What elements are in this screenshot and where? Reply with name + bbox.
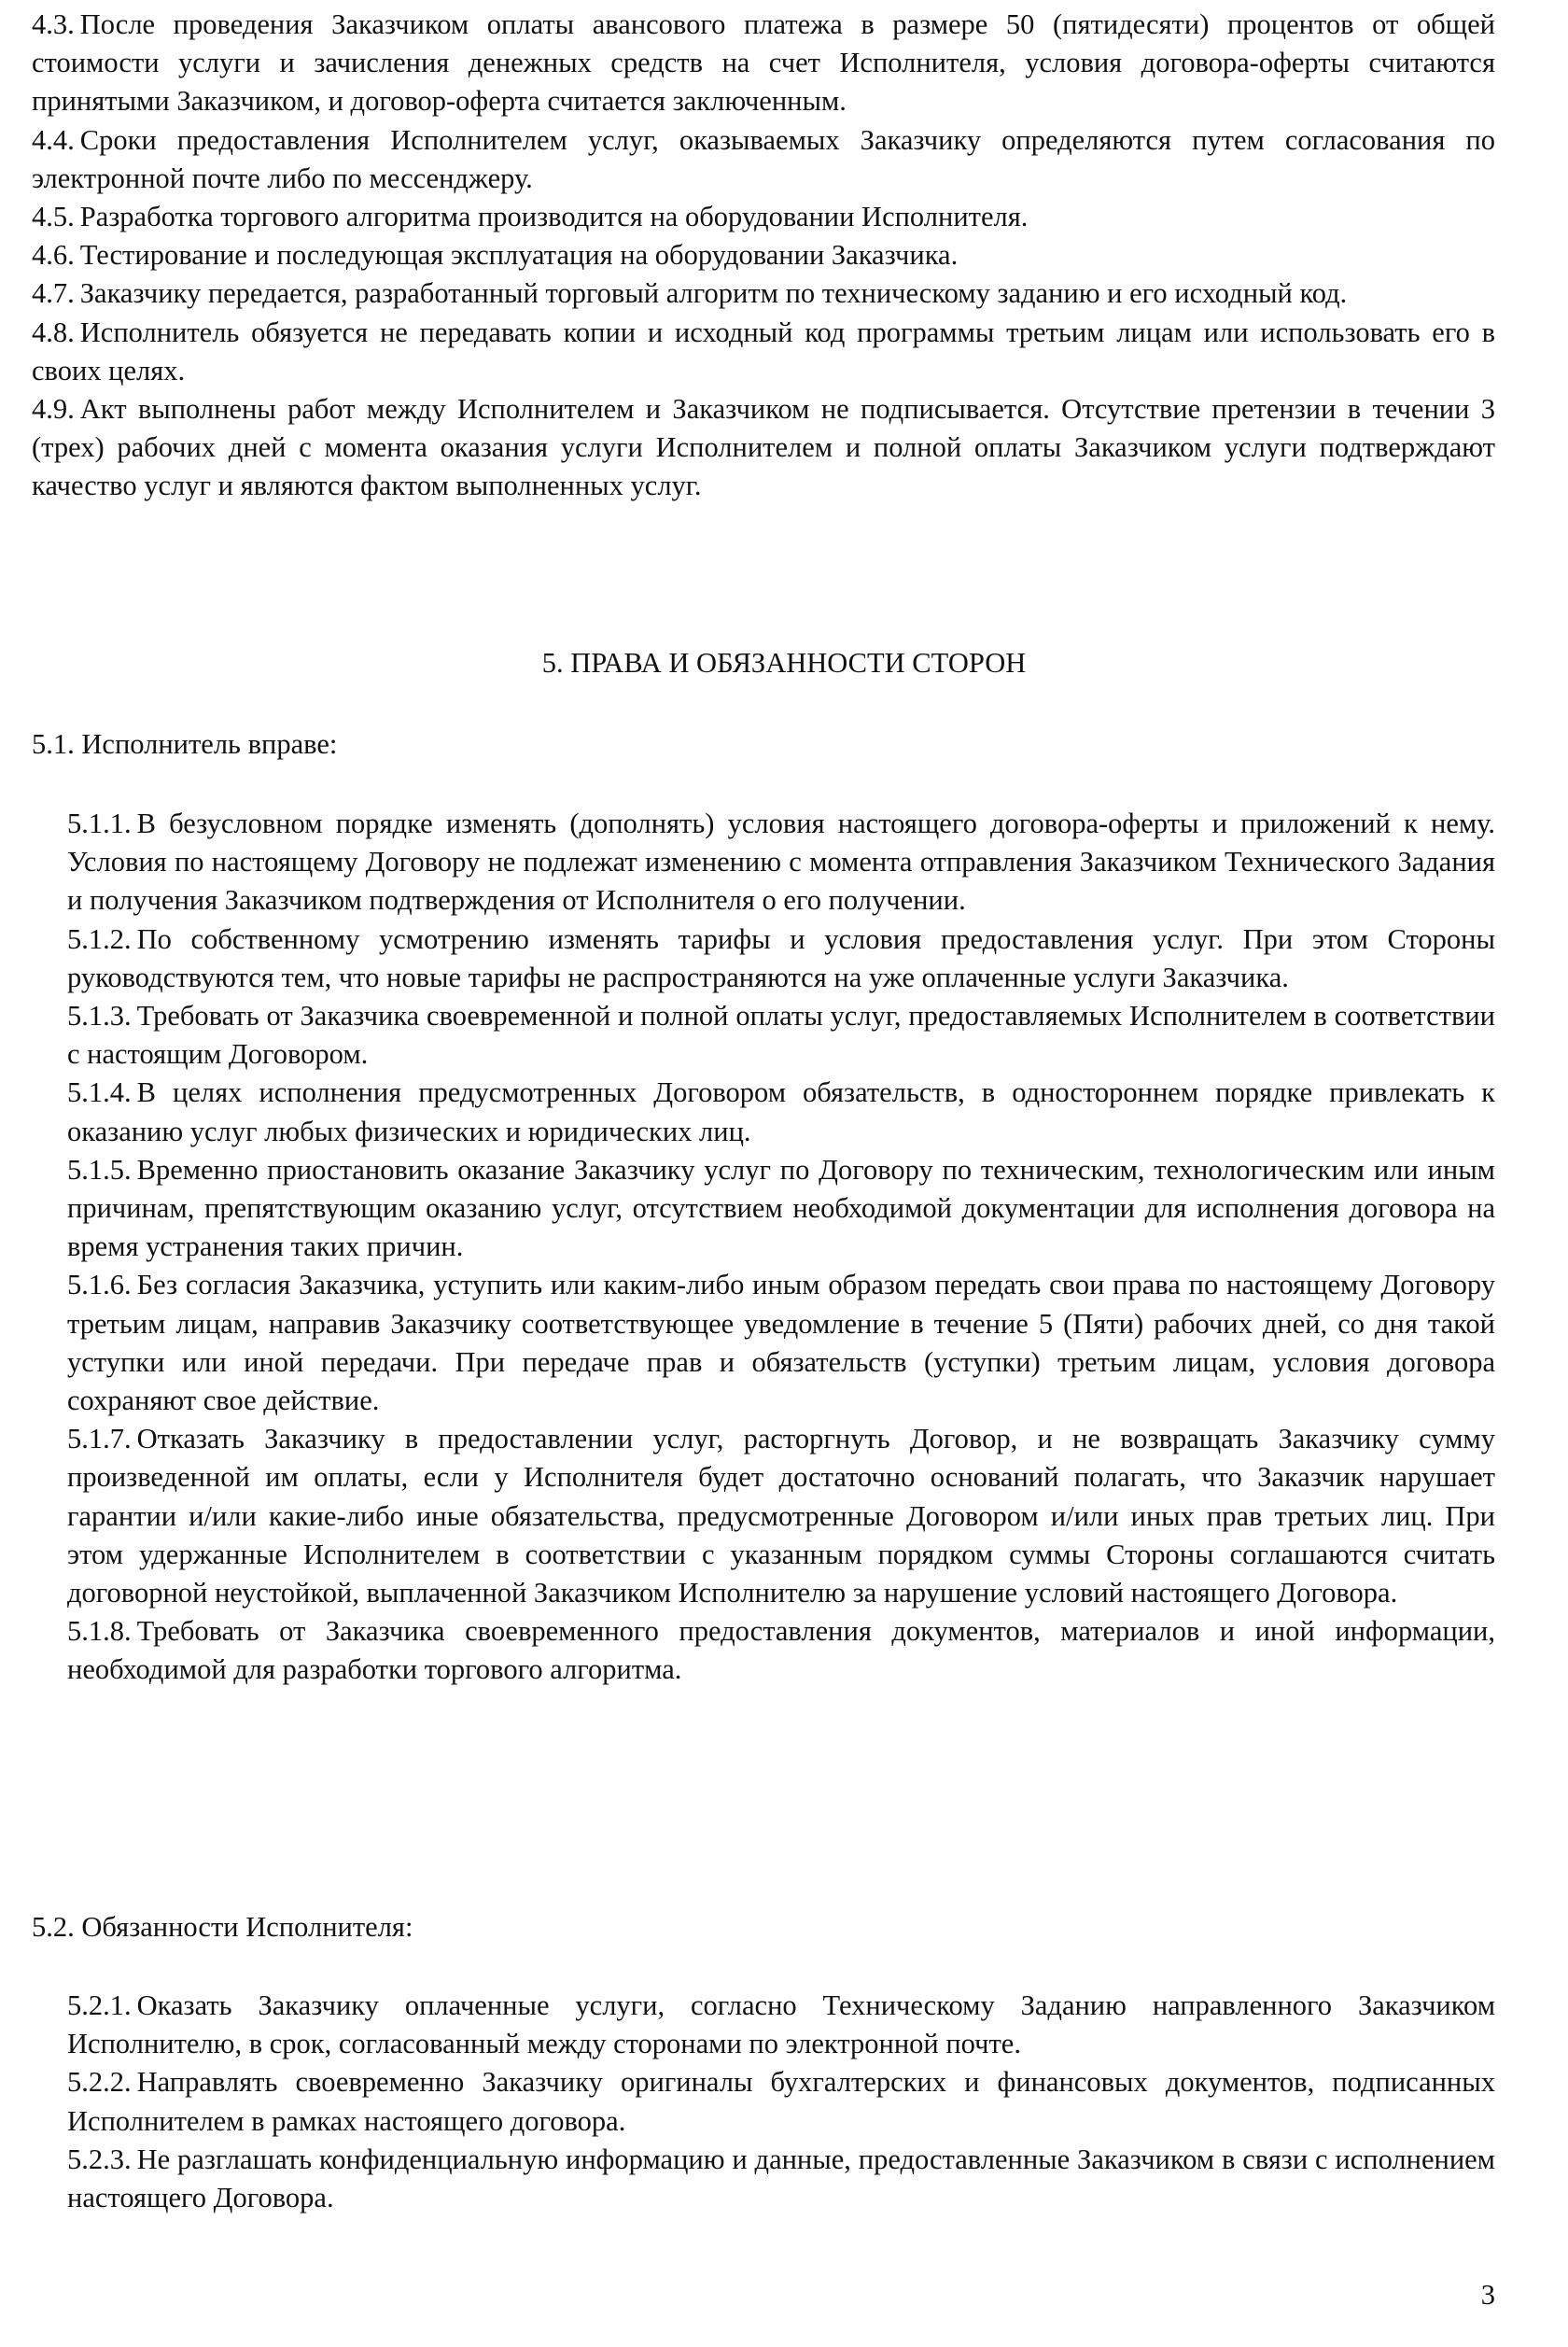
clause-5-1-7 [67,1420,1495,1612]
clause-number: 5.1.5. [67,1153,132,1186]
page-number: 3 [1480,2279,1495,2311]
clause-5-1-4 [67,1074,1495,1150]
clause-number: 5.1.6. [67,1269,132,1301]
clause-number: 5.1.2. [67,922,132,955]
clause-text: Исполнитель обязуется не передавать копии и исходный код программы третьим лицам или использовать его в своих целях. [32,316,1495,386]
clause-text: Оказать Заказчику оплаченные услуги, согласно Техническому Заданию направленного Заказчиком Исполнителю, в срок, согласованный между сторонами по электронной почте. [67,1989,1495,2060]
clause-number: 5.1.7. [67,1423,132,1455]
clause-number: 5.1.1. [67,808,132,839]
clause-number: 5.1.4. [67,1076,132,1109]
clause-4-4 [32,121,1495,198]
clause-text: Отказать Заказчику в предоставлении услуг, расторгнуть Договор, и не возвращать Заказчику сумму произведенной им оплаты, если у Исполнителя будет достаточно оснований полагать, что Заказчик нарушает гарантии и/или какие-либо иные обязательства, предусмотренные Договором и/или иных прав третьих лиц. При этом удержанные Исполнителем в соответствии с указанным порядком суммы Стороны соглашаются считать договорной неустойкой, выплаченной Заказчиком Исполнителю за нарушение условий настоящего Договора. [67,1423,1495,1609]
clause-5-2-1 [67,1987,1495,2063]
clause-number: 5.2.3. [67,2143,132,2175]
clause-number: 4.7. [32,277,75,310]
clause-4-7 [32,274,1495,313]
clause-number: 4.3. [32,8,75,40]
subsection-2-items [67,1987,1495,2217]
clause-text: Тестирование и последующая эксплуатация на оборудовании Заказчика. [79,239,959,272]
clause-text: В целях исполнения предусмотренных Договором обязательств, в одностороннем порядке привлекать к оказанию услуг любых физических и юридических лиц. [67,1076,1495,1147]
clause-number: 4.9. [32,393,75,426]
clause-number: 4.6. [32,239,75,272]
clause-5-1-5 [67,1151,1495,1267]
clause-number: 5.2.2. [67,2066,132,2099]
subsection-1-label: 5.1. Исполнитель вправе: [32,728,338,760]
clause-text: В безусловном порядке изменять (дополнять) условия настоящего договора-оферты и приложений к нему. Условия по настоящему Договору не подлежат изменению с момента отправления Заказчиком Технического Задания и получения Заказчиком подтверждения от Исполнителя о его получении. [67,808,1495,917]
clause-text: Без согласия Заказчика, уступить или каким-либо иным образом передать свои права по настоящему Договору третьим лицам, направив Заказчику соответствующее уведомление в течение 5 (Пяти) рабочих дней, со дня такой уступки или иной передачи. При передаче прав и обязательств (уступки) третьим лицам, условия договора сохраняют свое действие. [67,1269,1495,1417]
clause-text: Временно приостановить оказание Заказчику услуг по Договору по техническим, технологическим или иным причинам, препятствующим оказанию услуг, отсутствием необходимой документации для исполнения договора на время устранения таких причин. [67,1153,1495,1263]
clause-number: 5.2.1. [67,1989,132,2021]
clause-text: Сроки предоставления Исполнителем услуг, оказываемых Заказчику определяются путем согласования по электронной почте либо по мессенджеру. [32,123,1495,194]
clause-number: 4.4. [32,123,75,156]
clause-text: После проведения Заказчиком оплаты авансового платежа в размере 50 (пятидесяти) процентов от общей стоимости услуги и зачисления денежных средств на счет Исполнителя, условия договора-оферты считаются принятыми Заказчиком, и договор-оферта считается заключенным. [32,8,1495,118]
clause-number: 4.8. [32,316,75,348]
subsection-1-items [67,805,1495,1690]
clause-4-9 [32,390,1495,506]
clause-text: Заказчику передается, разработанный торговый алгоритм по техническому заданию и его исходный код. [79,277,1348,310]
clause-5-1-2 [67,921,1495,997]
clause-5-1-3 [67,997,1495,1074]
subsection-2-label: 5.2. Обязанности Исполнителя: [32,1911,413,1943]
clause-4-6 [32,236,1495,274]
clause-text: Требовать от Заказчика своевременного предоставления документов, материалов и иной информации, необходимой для разработки торгового алгоритма. [67,1615,1495,1686]
clause-text: Не разглашать конфиденциальную информацию и данные, предоставленные Заказчиком в связи с исполнением настоящего Договора. [67,2143,1495,2214]
clause-5-1-6 [67,1266,1495,1420]
clause-text: Направлять своевременно Заказчику оригиналы бухгалтерских и финансовых документов, подписанных Исполнителем в рамках настоящего договора. [67,2066,1495,2137]
clause-5-2-2 [67,2063,1495,2140]
clause-5-1-8 [67,1612,1495,1689]
section-4-items [32,6,1495,506]
section-title: 5. ПРАВА И ОБЯЗАННОСТИ СТОРОН [541,647,1027,679]
clause-4-3 [32,6,1495,121]
clause-4-8 [32,314,1495,390]
clause-number: 4.5. [32,201,75,233]
clause-number: 5.1.8. [67,1615,132,1648]
clause-text: Требовать от Заказчика своевременной и полной оплаты услуг, предоставляемых Исполнителем в соответствии с настоящим Договором. [67,1000,1495,1071]
clause-5-2-3 [67,2141,1495,2217]
clause-text: Разработка торгового алгоритма производится на оборудовании Исполнителя. [79,201,1029,233]
clause-text: Акт выполнены работ между Исполнителем и Заказчиком не подписывается. Отсутствие претензии в течении 3 (трех) рабочих дней с момента оказания услуги Исполнителем и полной оплаты Заказчиком услуги подтверждают качество услуг и являются фактом выполненных услуг. [32,393,1495,502]
clause-4-5 [32,198,1495,236]
clause-number: 5.1.3. [67,1000,132,1033]
clause-5-1-1 [67,805,1495,921]
clause-text: По собственному усмотрению изменять тарифы и условия предоставления услуг. При этом Стороны руководствуются тем, что новые тарифы не распространяются на уже оплаченные услуги Заказчика. [67,922,1495,993]
